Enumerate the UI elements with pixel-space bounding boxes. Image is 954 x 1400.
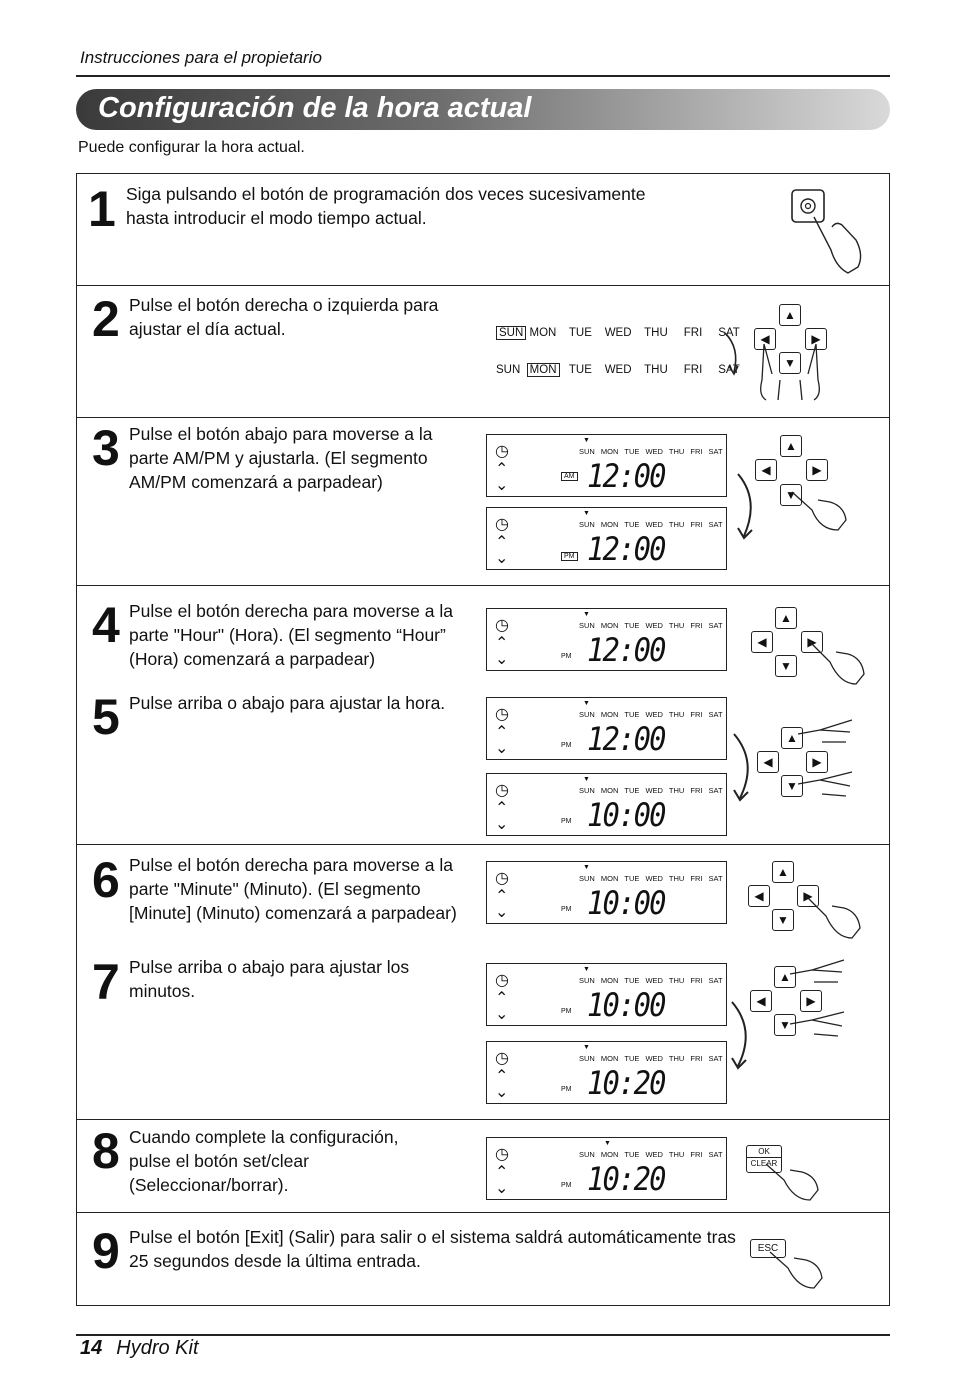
- lcd-time: 10:00: [587, 986, 665, 1024]
- lcd-days: SUN MON TUE WED THU FRI SAT: [579, 621, 723, 630]
- hand-icon: [790, 490, 850, 535]
- step-number: 8: [92, 1123, 118, 1179]
- right-button[interactable]: ▶: [801, 631, 823, 653]
- footer-title: Hydro Kit: [116, 1337, 199, 1359]
- day-tue: TUE: [568, 364, 592, 376]
- lcd-display: [486, 963, 727, 1026]
- clock-icon: ◷: [495, 443, 509, 460]
- step-number: 4: [92, 597, 118, 653]
- step-text: Pulse el botón derecha para moverse a la parte "Hour" (Hora). (El segmento “Hour” (Hora) comenzará a parpadear): [129, 601, 453, 669]
- step-text: Pulse arriba o abajo para ajustar los minutos.: [129, 957, 410, 1001]
- step-text: Siga pulsando el botón de programación dos veces sucesivamente hasta introducir el modo tiempo actual.: [126, 184, 646, 228]
- section-intro: Puede configurar la hora actual.: [78, 139, 305, 156]
- hand-icon: [768, 1250, 826, 1292]
- down-icon: ⌄: [495, 1084, 509, 1101]
- clock-icon: ◷: [495, 870, 509, 887]
- step-number: 9: [92, 1223, 118, 1279]
- down-icon: ⌄: [495, 550, 509, 567]
- section-title: Configuración de la hora actual: [98, 92, 532, 124]
- right-button[interactable]: ▶: [805, 328, 827, 350]
- day-marker-icon: ▼: [583, 864, 590, 871]
- day-sat: SAT: [718, 327, 740, 339]
- up-icon: ⌃: [495, 1068, 509, 1085]
- down-button[interactable]: ▼: [779, 352, 801, 374]
- lcd-time: 10:20: [587, 1064, 665, 1102]
- lcd-ampm: PM: [561, 742, 572, 749]
- day-mon: MON: [529, 327, 557, 339]
- day-marker-icon: ▼: [583, 437, 590, 444]
- hand-icon: [808, 640, 866, 690]
- step-text: Cuando complete la configuración, pulse el botón set/clear (Seleccionar/borrar).: [129, 1127, 399, 1195]
- down-icon: ⌄: [495, 651, 509, 668]
- row-divider: [76, 1212, 890, 1213]
- up-icon: ⌃: [495, 800, 509, 817]
- day-marker-icon: ▼: [604, 1140, 611, 1147]
- day-sun: SUN: [496, 326, 526, 340]
- step-text: Pulse el botón derecha para moverse a la parte "Minute" (Minuto). (El segmento [Minute] (Minuto) comenzará a parpadear): [129, 855, 457, 923]
- lcd-time: 12:00: [587, 457, 665, 495]
- lcd-time: 12:00: [587, 530, 665, 568]
- clock-icon: ◷: [495, 1146, 509, 1163]
- step-number: 6: [92, 852, 118, 908]
- day-sat: SAT: [718, 364, 740, 376]
- step-number: 7: [92, 954, 118, 1010]
- lcd-days: SUN MON TUE WED THU FRI SAT: [579, 1150, 723, 1159]
- lcd-days: SUN MON TUE WED THU FRI SAT: [579, 874, 723, 883]
- step-number: 2: [92, 291, 118, 347]
- up-button[interactable]: ▲: [779, 304, 801, 326]
- clock-icon: ◷: [495, 706, 509, 723]
- up-button[interactable]: ▲: [772, 861, 794, 883]
- up-button[interactable]: ▲: [780, 435, 802, 457]
- day-marker-icon: ▼: [583, 776, 590, 783]
- up-icon: ⌃: [495, 724, 509, 741]
- curved-arrow-icon: [722, 330, 742, 378]
- day-marker-icon: ▼: [583, 700, 590, 707]
- clock-icon: ◷: [495, 1050, 509, 1067]
- down-button[interactable]: ▼: [772, 909, 794, 931]
- lcd-days: SUN MON TUE WED THU FRI SAT: [579, 710, 723, 719]
- step-number: 3: [92, 420, 118, 476]
- day-marker-icon: ▼: [583, 611, 590, 618]
- step-text: Pulse el botón derecha o izquierda para ajustar el día actual.: [129, 295, 439, 339]
- lcd-ampm: PM: [561, 552, 578, 561]
- esc-button[interactable]: ESC: [750, 1239, 786, 1258]
- hand-icon: [804, 894, 864, 944]
- left-button[interactable]: ◀: [750, 990, 772, 1012]
- up-icon: ⌃: [495, 461, 509, 478]
- step-text: Pulse el botón [Exit] (Salir) para salir o el sistema saldrá automáticamente tras 25 segundos desde la última entrada.: [129, 1227, 736, 1271]
- day-fri: FRI: [683, 327, 703, 339]
- day-row-before: [496, 327, 740, 339]
- down-icon: ⌄: [495, 904, 509, 921]
- lcd-time: 12:00: [587, 631, 665, 669]
- day-marker-icon: ▼: [583, 510, 590, 517]
- lcd-display: [486, 861, 727, 924]
- lcd-days: SUN MON TUE WED THU FRI SAT: [579, 786, 723, 795]
- row-divider: [76, 417, 890, 418]
- clock-icon: ◷: [495, 617, 509, 634]
- row-divider: [76, 844, 890, 845]
- hands-icon: [750, 340, 840, 402]
- right-button[interactable]: ▶: [800, 990, 822, 1012]
- step-text: Pulse el botón abajo para moverse a la parte AM/PM y ajustarla. (El segmento AM/PM comenzará a parpadear): [129, 424, 433, 492]
- day-mon: MON: [527, 363, 560, 377]
- lcd-days: SUN MON TUE WED THU FRI SAT: [579, 520, 723, 529]
- day-row-after: [496, 364, 740, 376]
- lcd-days: SUN MON TUE WED THU FRI SAT: [579, 976, 723, 985]
- program-button-hand-icon: [786, 185, 866, 280]
- page-number: 14: [80, 1337, 103, 1359]
- row-divider: [76, 1119, 890, 1120]
- left-button[interactable]: ◀: [754, 328, 776, 350]
- left-button[interactable]: ◀: [757, 751, 779, 773]
- lcd-ampm: PM: [561, 818, 572, 825]
- up-button[interactable]: ▲: [775, 607, 797, 629]
- lcd-display: [486, 697, 727, 760]
- lcd-display: [486, 434, 727, 497]
- left-button[interactable]: ◀: [751, 631, 773, 653]
- day-wed: WED: [604, 364, 632, 376]
- day-marker-icon: ▼: [583, 1044, 590, 1051]
- lcd-days: SUN MON TUE WED THU FRI SAT: [579, 1054, 723, 1063]
- row-divider: [76, 585, 890, 586]
- clock-icon: ◷: [495, 972, 509, 989]
- up-icon: ⌃: [495, 534, 509, 551]
- lcd-ampm: PM: [561, 906, 572, 913]
- footer-divider: [76, 1334, 890, 1336]
- right-button[interactable]: ▶: [806, 459, 828, 481]
- lcd-display: [486, 507, 727, 570]
- right-button[interactable]: ▶: [806, 751, 828, 773]
- clock-icon: ◷: [495, 516, 509, 533]
- header-divider: [76, 75, 890, 77]
- ok-label: OK: [758, 1147, 770, 1156]
- lcd-display: [486, 1137, 727, 1200]
- lcd-ampm: PM: [561, 1182, 572, 1189]
- down-icon: ⌄: [495, 1006, 509, 1023]
- lcd-display: [486, 1041, 727, 1104]
- lcd-display: [486, 608, 727, 671]
- step-text: Pulse arriba o abajo para ajustar la hora.: [129, 693, 446, 713]
- hands-icon: [786, 952, 848, 1044]
- lcd-ampm: PM: [561, 1086, 572, 1093]
- lcd-time: 12:00: [587, 720, 665, 758]
- up-icon: ⌃: [495, 990, 509, 1007]
- down-icon: ⌄: [495, 816, 509, 833]
- up-button[interactable]: ▲: [781, 727, 803, 749]
- clear-label: CLEAR: [747, 1157, 781, 1169]
- lcd-ampm: PM: [561, 653, 572, 660]
- clock-icon: ◷: [495, 782, 509, 799]
- down-button[interactable]: ▼: [774, 1014, 796, 1036]
- day-marker-icon: ▼: [583, 966, 590, 973]
- row-divider: [76, 285, 890, 286]
- curved-arrow-icon: [730, 730, 760, 804]
- lcd-days: SUN MON TUE WED THU FRI SAT: [579, 447, 723, 456]
- down-icon: ⌄: [495, 1180, 509, 1197]
- footer: [80, 1337, 199, 1360]
- left-button[interactable]: ◀: [748, 885, 770, 907]
- up-button[interactable]: ▲: [774, 966, 796, 988]
- lcd-time: 10:20: [587, 1160, 665, 1198]
- hands-icon: [794, 712, 856, 804]
- header-title: Instrucciones para el propietario: [80, 48, 322, 67]
- lcd-ampm: AM: [561, 472, 578, 481]
- up-icon: ⌃: [495, 635, 509, 652]
- down-icon: ⌄: [495, 477, 509, 494]
- up-icon: ⌃: [495, 1164, 509, 1181]
- down-icon: ⌄: [495, 740, 509, 757]
- right-button[interactable]: ▶: [797, 885, 819, 907]
- day-sun: SUN: [496, 364, 521, 376]
- day-thu: THU: [644, 364, 668, 376]
- down-button[interactable]: ▼: [780, 484, 802, 506]
- step-number: 1: [88, 181, 114, 237]
- day-thu: THU: [644, 327, 668, 339]
- lcd-time: 10:00: [587, 796, 665, 834]
- section-banner: [76, 89, 890, 130]
- step-number: 5: [92, 689, 118, 745]
- day-wed: WED: [604, 327, 632, 339]
- day-tue: TUE: [568, 327, 592, 339]
- down-button[interactable]: ▼: [775, 655, 797, 677]
- hand-icon: [764, 1162, 822, 1204]
- left-button[interactable]: ◀: [755, 459, 777, 481]
- up-icon: ⌃: [495, 888, 509, 905]
- day-fri: FRI: [683, 364, 703, 376]
- lcd-display: [486, 773, 727, 836]
- lcd-ampm: PM: [561, 1008, 572, 1015]
- lcd-time: 10:00: [587, 884, 665, 922]
- down-button[interactable]: ▼: [781, 775, 803, 797]
